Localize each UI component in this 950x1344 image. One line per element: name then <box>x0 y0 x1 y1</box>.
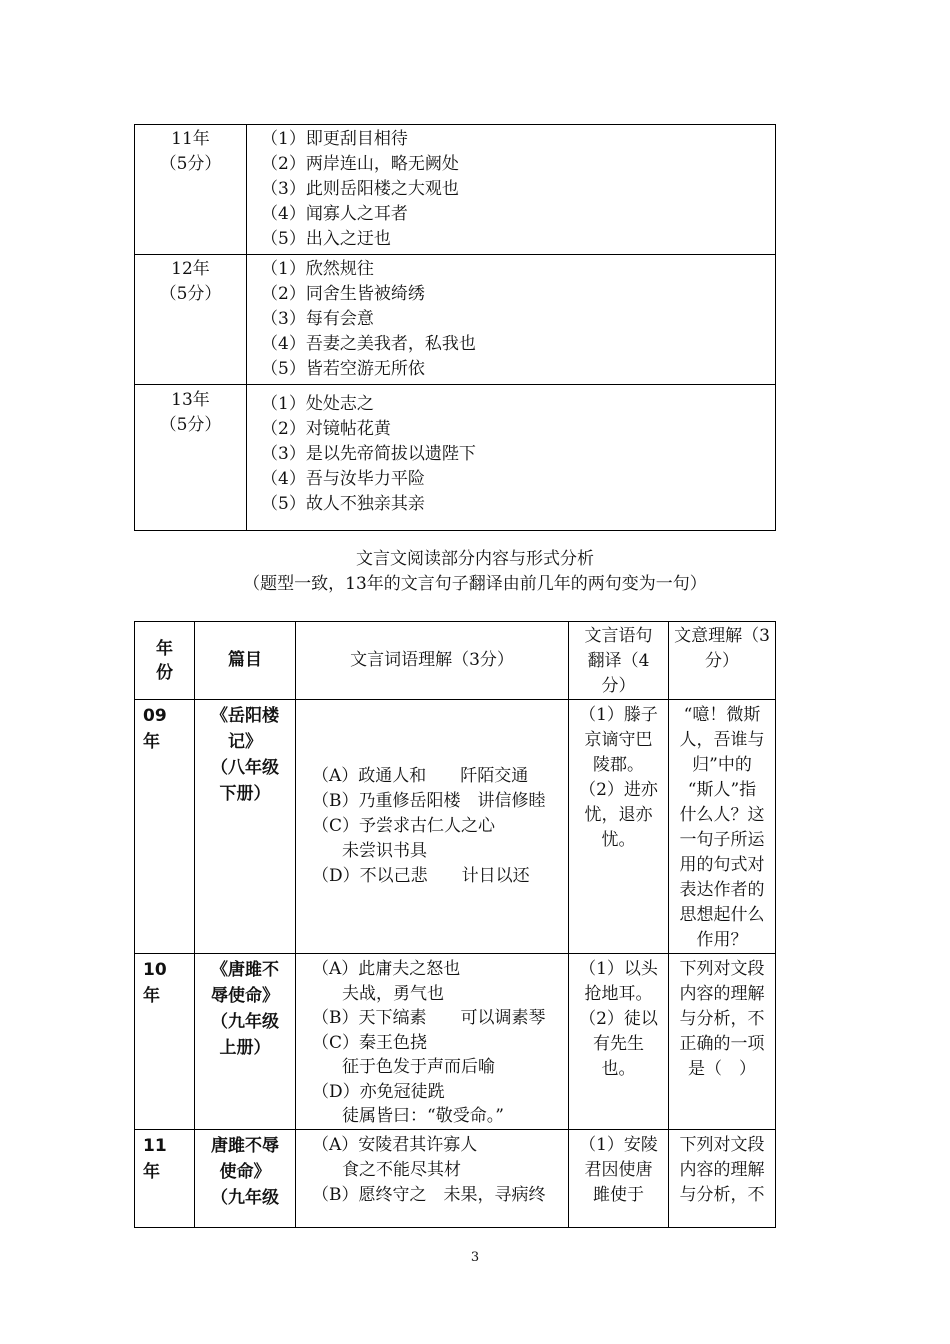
piece-cell: 《岳阳楼 记》 （八年级 下册） <box>195 700 296 954</box>
table-row <box>135 125 776 255</box>
items-cell <box>247 255 776 385</box>
score-label: （5分） <box>159 415 222 435</box>
word-explanation-table <box>134 124 776 531</box>
items-cell <box>247 125 776 255</box>
table-row <box>135 1130 776 1228</box>
list-item: （2）对镜帖花黄 <box>261 419 391 439</box>
piece-cell: 《唐雎不 辱使命》 （九年级 上册） <box>195 954 296 1130</box>
words-cell: （A）此庸夫之怒也 夫战，勇气也 （B）天下缟素 可以调素琴 （C）秦王色挠 征于色发于声而后喻 （D）亦免冠徒跣 徒属皆曰：“敬受命。” <box>296 954 569 1130</box>
year-cell: 11 年 <box>135 1130 195 1228</box>
meaning-cell: “噫！微斯 人，吾谁与 归”中的 “斯人”指 什么人？这 一句子所运 用的句式对 表达作者的 思想起什么 作用？ <box>669 700 776 954</box>
meaning-cell: 下列对文段 内容的理解 与分析，不 <box>669 1130 776 1228</box>
year-label: 11年 <box>171 129 210 149</box>
words-cell: （A）安陵君其许寡人 食之不能尽其材 （B）愿终守之 未果，寻病终 <box>296 1130 569 1228</box>
list-item: （1）即更刮目相待 <box>261 129 408 149</box>
year-cell <box>135 255 247 385</box>
year-cell: 09 年 <box>135 700 195 954</box>
table-row <box>135 385 776 531</box>
section-title: 文言文阅读部分内容与形式分析 <box>356 549 594 569</box>
words-cell: （A）政通人和 阡陌交通 （B）乃重修岳阳楼 讲信修睦 （C）予尝求古仁人之心 未尝识书具 （D）不以己悲 计日以还 <box>296 700 569 954</box>
header-words: 文言词语理解（3分） <box>296 622 569 700</box>
table-row <box>135 954 776 1130</box>
score-label: （5分） <box>159 154 222 174</box>
header-meaning: 文意理解（3 分） <box>669 622 776 700</box>
translation-cell: （1）滕子 京谪守巴 陵郡。 （2）进亦 忧，退亦 忧。 <box>569 700 669 954</box>
header-translation: 文言语句 翻译（4 分） <box>569 622 669 700</box>
list-item: （1）欣然规往 <box>261 259 374 279</box>
header-year: 年 份 <box>135 622 195 700</box>
section-subtitle: （题型一致，13年的文言句子翻译由前几年的两句变为一句） <box>243 574 707 594</box>
table-row <box>135 700 776 954</box>
table-row <box>135 255 776 385</box>
score-label: （5分） <box>159 284 222 304</box>
analysis-table <box>134 621 776 1228</box>
list-item: （2）同舍生皆被绮绣 <box>261 284 425 304</box>
year-cell <box>135 385 247 531</box>
year-cell <box>135 125 247 255</box>
piece-cell: 唐雎不辱 使命》 （九年级 <box>195 1130 296 1228</box>
list-item: （1）处处志之 <box>261 394 374 414</box>
year-label: 12年 <box>171 259 210 279</box>
list-item: （3）此则岳阳楼之大观也 <box>261 179 459 199</box>
list-item: （4）闻寡人之耳者 <box>261 204 408 224</box>
meaning-cell: 下列对文段 内容的理解 与分析，不 正确的一项 是（ ） <box>669 954 776 1130</box>
list-item: （4）吾与汝毕力平险 <box>261 469 425 489</box>
list-item: （2）两岸连山，略无阙处 <box>261 154 459 174</box>
list-item: （5）出入之迂也 <box>261 229 391 249</box>
table-header-row <box>135 622 776 700</box>
list-item: （5）皆若空游无所依 <box>261 359 425 379</box>
items-cell <box>247 385 776 531</box>
list-item: （5）故人不独亲其亲 <box>261 494 425 514</box>
translation-cell: （1）安陵 君因使唐 雎使于 <box>569 1130 669 1228</box>
header-piece: 篇目 <box>195 622 296 700</box>
year-label: 13年 <box>171 390 210 410</box>
list-item: （3）是以先帝简拔以遗陛下 <box>261 444 476 464</box>
list-item: （4）吾妻之美我者，私我也 <box>261 334 476 354</box>
page-number: 3 <box>470 1250 480 1265</box>
year-cell: 10 年 <box>135 954 195 1130</box>
translation-cell: （1）以头 抢地耳。 （2）徒以 有先生 也。 <box>569 954 669 1130</box>
list-item: （3）每有会意 <box>261 309 374 329</box>
